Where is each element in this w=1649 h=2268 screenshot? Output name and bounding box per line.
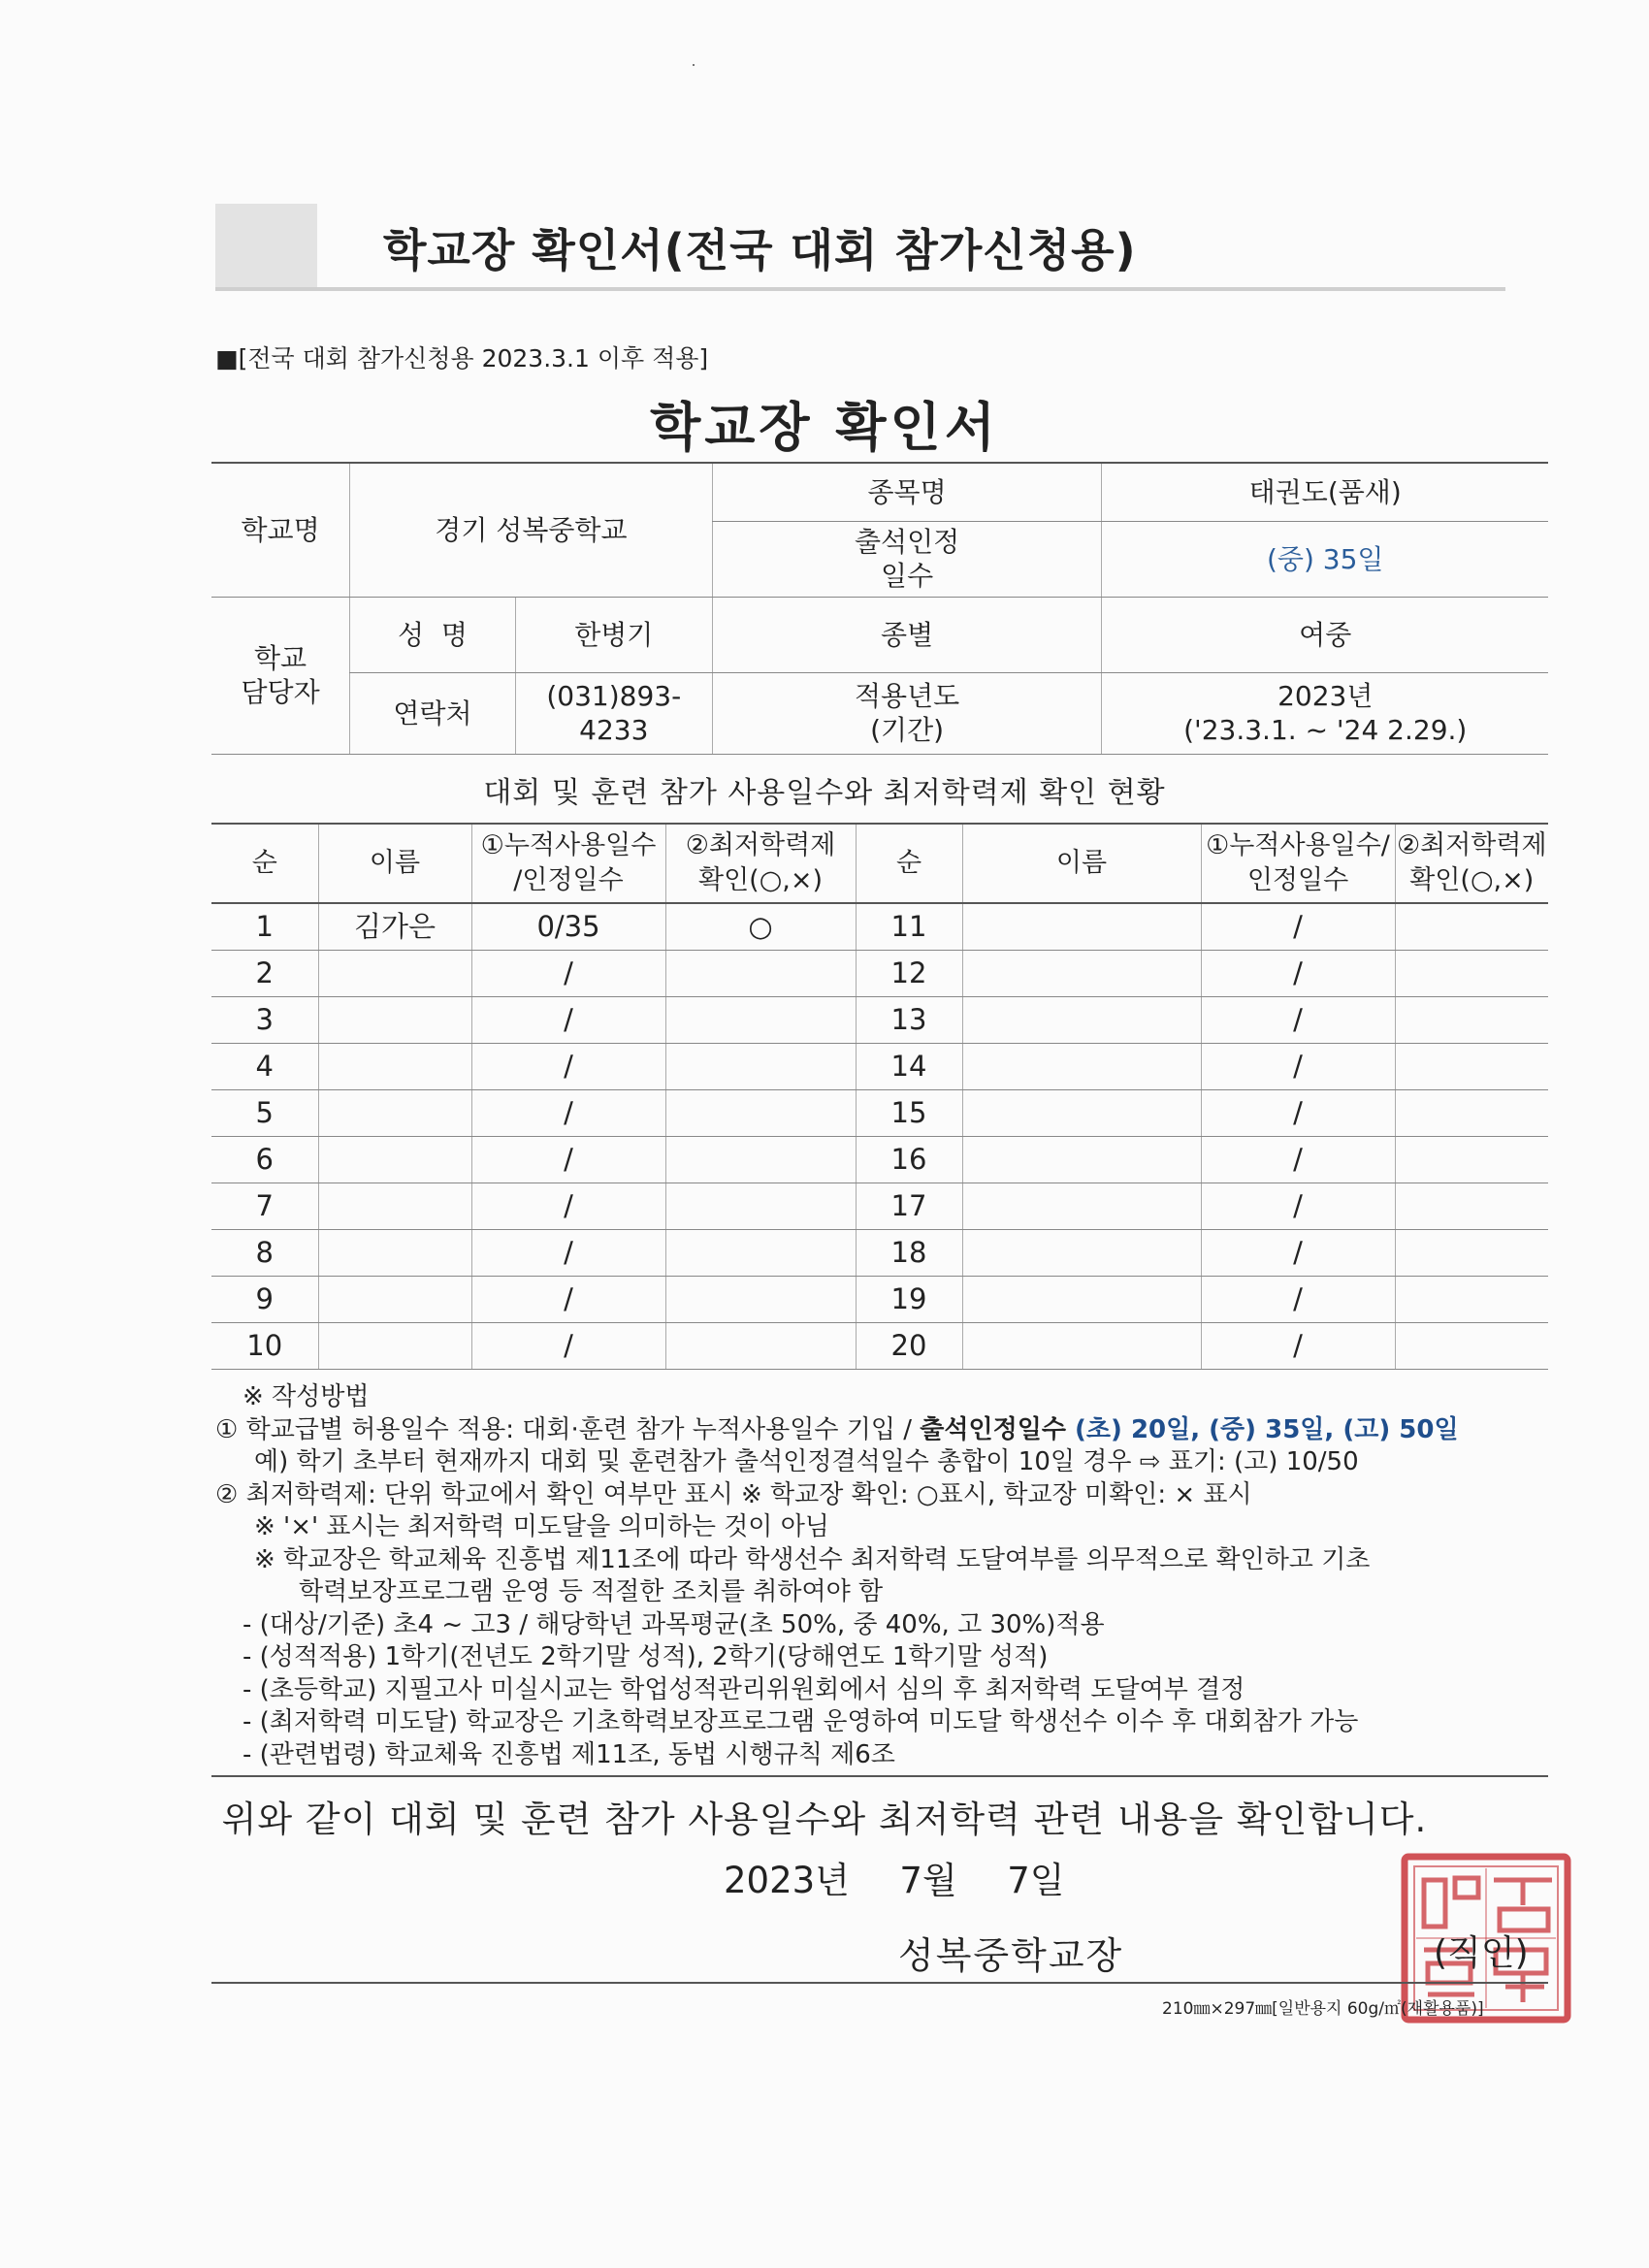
instruction-2-note-1: ※ '×' 표시는 최저학력 미도달을 의미하는 것이 아님 [254,1512,829,1541]
student-no: 7 [211,1183,318,1230]
header-days [471,824,665,903]
student-row [211,1044,1548,1090]
manager-label-line2: 담당자 [241,676,320,708]
student-days: / [471,1137,665,1183]
student-no: 6 [211,1137,318,1183]
detail-1: - (대상/기준) 초4 ~ 고3 / 해당학년 과목평균(초 50%, 중 40%, 고 30%)적용 [242,1609,1105,1639]
header-name-right: 이름 [962,824,1201,903]
student-name [318,1183,471,1230]
student-days: / [471,1230,665,1277]
school-name-value: 경기 성복중학교 [350,463,713,597]
student-row [211,1137,1548,1183]
student-academic-check [665,1090,856,1137]
student-no-right: 17 [856,1183,962,1230]
student-days: / [471,1183,665,1230]
confirmation-statement: 위와 같이 대회 및 훈련 참가 사용일수와 최저학력 관련 내용을 확인합니다. [221,1798,1428,1840]
instruction-2-note-2b: 학력보장프로그램 운영 등 적절한 조치를 취하여야 함 [299,1577,884,1606]
attendance-days-value: (중) 35일 [1102,521,1548,597]
student-academic-check-right [1395,1277,1548,1323]
student-no: 8 [211,1230,318,1277]
manager-label-line1: 학교 [254,642,307,674]
student-academic-check: ○ [665,903,856,951]
header-divider [215,287,1505,291]
student-academic-check-right [1395,1090,1548,1137]
student-academic-check-right [1395,1323,1548,1370]
student-days: / [471,1277,665,1323]
sport-label: 종목명 [712,463,1102,521]
seal-label: (직인) [1434,1933,1529,1973]
student-name [318,1090,471,1137]
student-name-right [962,1044,1201,1090]
student-name-right [962,1230,1201,1277]
student-no: 2 [211,951,318,997]
year-value-line2: ('23.3.1. ~ '24 2.29.) [1183,714,1468,746]
student-no: 9 [211,1277,318,1323]
student-academic-check [665,1230,856,1277]
student-name-right [962,1137,1201,1183]
attendance-days-label [712,521,1102,597]
document-title: 학교장 확인서 [650,397,999,458]
student-name [318,1323,471,1370]
student-academic-check-right [1395,951,1548,997]
student-no-right: 20 [856,1323,962,1370]
confirmation-top-rule [211,1775,1548,1777]
instruction-1-limits: (초) 20일, (중) 35일, (고) 50일 [1075,1414,1459,1444]
student-no: 3 [211,997,318,1044]
attendance-label-line1: 출석인정 [854,526,960,558]
student-row [211,997,1548,1044]
header-academic-right [1395,824,1548,903]
student-academic-check [665,1137,856,1183]
applicable-year-value [1102,672,1548,754]
student-name-right [962,951,1201,997]
header-academic [665,824,856,903]
student-days: / [471,1323,665,1370]
detail-4: - (최저학력 미도달) 학교장은 기초학력보장프로그램 운영하여 미도달 학생선수 이수 후 대회참가 가능 [242,1707,1359,1736]
student-days-right: / [1201,1323,1395,1370]
school-name-label: 학교명 [211,463,350,597]
student-no-right: 14 [856,1044,962,1090]
student-no: 10 [211,1323,318,1370]
form-header-title: 학교장 확인서(전국 대회 참가신청용) [383,224,1137,276]
paper-spec-footer: 210㎜×297㎜[일반용지 60g/㎡(재활용품)] [1162,1999,1484,2019]
header-days-line1: ①누적사용일수 [480,829,657,860]
student-row [211,951,1548,997]
student-days-right: / [1201,951,1395,997]
detail-5: - (관련법령) 학교체육 진흥법 제11조, 동법 시행규칙 제6조 [242,1739,895,1769]
instruction-1-example: 예) 학기 초부터 현재까지 대회 및 훈련참가 출석인정결석일수 총합이 10일 경우 ⇨ 표기: (고) 10/50 [254,1447,1359,1476]
attendance-label-line2: 일수 [881,560,934,592]
instruction-2-note-2a: ※ 학교장은 학교체육 진흥법 제11조에 따라 학생선수 최저학력 도달여부를 의무적으로 확인하고 기초 [254,1544,1371,1574]
principal-name: 성복중학교장 [898,1934,1124,1977]
student-days-right: / [1201,1183,1395,1230]
student-status-table [211,823,1548,1370]
detail-3: - (초등학교) 지필고사 미실시교는 학업성적관리위원회에서 심의 후 최저학력 도달여부 결정 [242,1674,1245,1704]
student-name-right [962,903,1201,951]
student-name-right [962,997,1201,1044]
student-name [318,1277,471,1323]
student-name [318,1137,471,1183]
applicable-year-label [712,672,1102,754]
contact-label: 연락처 [350,672,516,754]
student-academic-check [665,951,856,997]
student-days: / [471,1090,665,1137]
student-academic-check [665,997,856,1044]
header-name: 이름 [318,824,471,903]
student-no-right: 16 [856,1137,962,1183]
scan-speck [693,64,695,66]
student-days-right: / [1201,1137,1395,1183]
student-table-header [211,824,1548,903]
instruction-2: ② 최저학력제: 단위 학교에서 확인 여부만 표시 ※ 학교장 확인: ○표시, 학교장 미확인: × 표시 [215,1479,1252,1509]
header-academic-right-line2: 확인(○,×) [1409,865,1535,895]
instruction-1-text: ① 학교급별 허용일수 적용: 대회·훈련 참가 누적사용일수 기입 / [215,1414,921,1444]
student-name-right [962,1090,1201,1137]
instruction-1 [215,1414,1554,1447]
student-no-right: 15 [856,1090,962,1137]
student-days-right: / [1201,1277,1395,1323]
student-no-right: 13 [856,997,962,1044]
instructions-heading: ※ 작성방법 [242,1382,370,1411]
student-days-right: / [1201,1090,1395,1137]
header-academic-line2: 확인(○,×) [698,865,823,895]
student-academic-check-right [1395,1230,1548,1277]
student-academic-check-right [1395,903,1548,951]
student-name [318,951,471,997]
student-no-right: 11 [856,903,962,951]
student-days: 0/35 [471,903,665,951]
student-academic-check-right [1395,1137,1548,1183]
header-days-right-line2: 인정일수 [1246,865,1349,895]
sport-value: 태권도(품새) [1102,463,1548,521]
student-no-right: 18 [856,1230,962,1277]
header-days-right-line1: ①누적사용일수/ [1206,829,1390,860]
student-no: 4 [211,1044,318,1090]
student-name-right [962,1277,1201,1323]
student-days: / [471,951,665,997]
student-no-right: 19 [856,1277,962,1323]
student-days-right: / [1201,1044,1395,1090]
header-no: 순 [211,824,318,903]
student-name: 김가은 [318,903,471,951]
instructions-block [215,1381,1554,1771]
confirmation-date: 2023년 7월 7일 [724,1860,1065,1901]
detail-2: - (성적적용) 1학기(전년도 2학기말 성적), 2학기(당해연도 1학기말 성적) [242,1642,1049,1671]
year-label-line1: 적용년도 [854,680,960,712]
student-academic-check [665,1323,856,1370]
student-name-right [962,1323,1201,1370]
student-academic-check-right [1395,997,1548,1044]
contact-value: (031)893-4233 [515,672,712,754]
student-row [211,1230,1548,1277]
year-label-line2: (기간) [870,714,945,746]
student-name [318,1044,471,1090]
student-row [211,1090,1548,1137]
student-academic-check [665,1183,856,1230]
bottom-rule [211,1982,1548,1984]
student-name [318,997,471,1044]
header-academic-right-line1: ②최저학력제 [1396,829,1547,860]
category-label: 종별 [712,597,1102,672]
header-days-right [1201,824,1395,903]
category-value: 여중 [1102,597,1548,672]
student-days-right: / [1201,903,1395,951]
student-no: 1 [211,903,318,951]
student-days-right: / [1201,1230,1395,1277]
student-days: / [471,997,665,1044]
student-days: / [471,1044,665,1090]
header-no-right: 순 [856,824,962,903]
header-days-line2: /인정일수 [513,865,624,895]
student-academic-check-right [1395,1044,1548,1090]
student-no: 5 [211,1090,318,1137]
student-name-right [962,1183,1201,1230]
student-academic-check [665,1277,856,1323]
student-row [211,1277,1548,1323]
header-shade-block [215,204,317,289]
year-value-line1: 2023년 [1277,680,1374,712]
applicability-notice: ■[전국 대회 참가신청용 2023.3.1 이후 적용] [215,344,709,373]
header-academic-line1: ②최저학력제 [685,829,836,860]
student-row [211,1183,1548,1230]
student-days-right: / [1201,997,1395,1044]
student-row [211,903,1548,951]
student-name [318,1230,471,1277]
school-manager-label [211,597,350,754]
status-section-title: 대회 및 훈련 참가 사용일수와 최저학력제 확인 현황 [483,776,1166,810]
student-academic-check-right [1395,1183,1548,1230]
info-table [211,462,1548,755]
manager-name-value: 한병기 [515,597,712,672]
student-academic-check [665,1044,856,1090]
instruction-1-bold: 출석인정일수 [920,1414,1076,1444]
student-no-right: 12 [856,951,962,997]
manager-name-label: 성 명 [350,597,516,672]
student-row [211,1323,1548,1370]
